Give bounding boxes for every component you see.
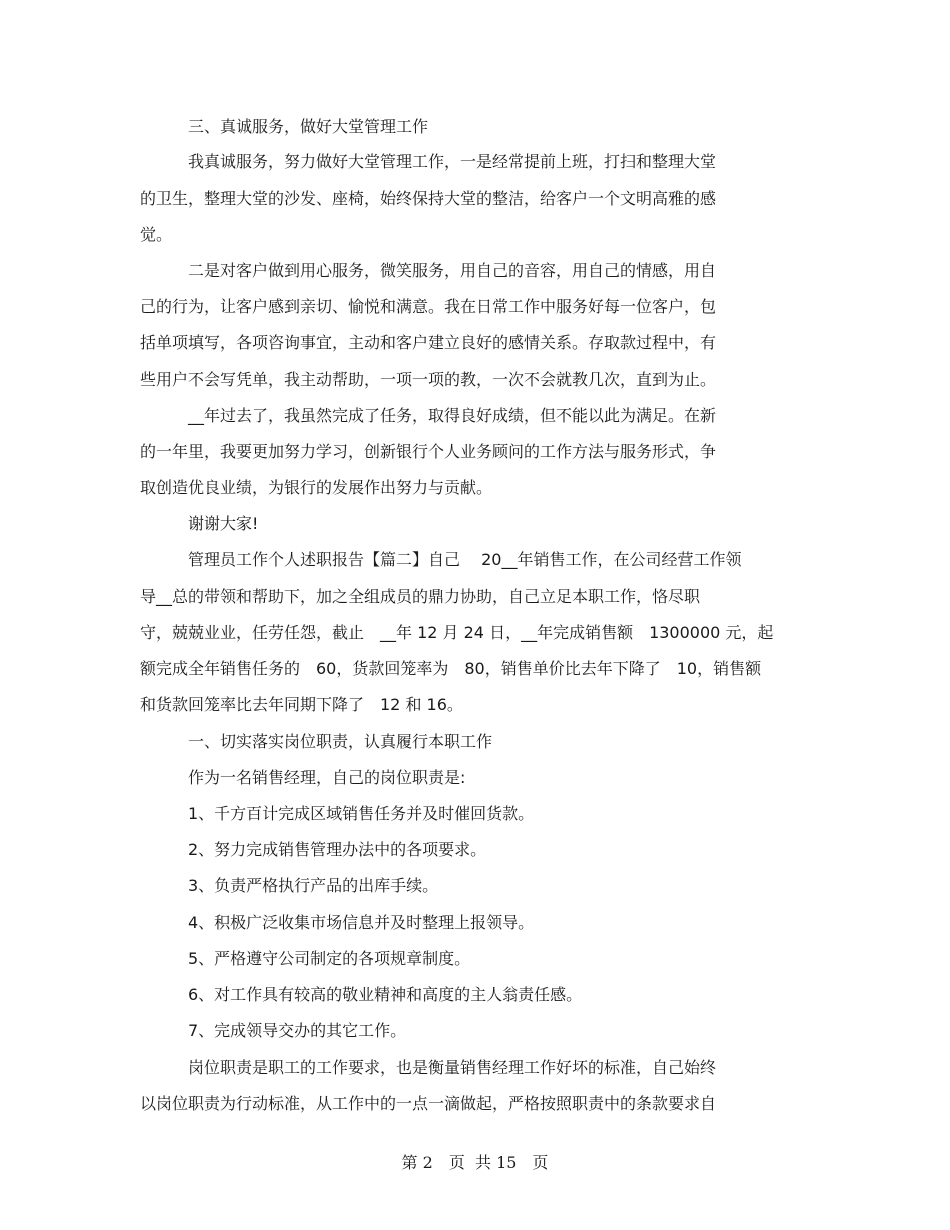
list-item: 4、积极广泛收集市场信息并及时整理上报领导。 — [188, 913, 535, 932]
paragraph-line: 己的行为，让客户感到亲切、愉悦和满意。我在日常工作中服务好每一位客户，包 — [140, 297, 717, 316]
list-item: 3、负责严格执行产品的出库手续。 — [188, 876, 439, 895]
list-item: 1、千方百计完成区域销售任务并及时催回货款。 — [188, 804, 535, 823]
list-item: 7、完成领导交办的其它工作。 — [188, 1021, 407, 1040]
list-item: 5、严格遵守公司制定的各项规章制度。 — [188, 949, 471, 968]
paragraph-line: 我真诚服务，努力做好大堂管理工作，一是经常提前上班，打扫和整理大堂 — [188, 152, 717, 171]
paragraph-line: 的一年里，我要更加努力学习，创新银行个人业务顾问的工作方法与服务形式，争 — [140, 442, 717, 461]
closing-thanks: 谢谢大家! — [188, 514, 259, 533]
list-item: 2、努力完成销售管理办法中的各项要求。 — [188, 840, 487, 859]
paragraph-line: 觉。 — [140, 225, 173, 244]
paragraph-line: 管理员工作个人述职报告【篇二】自己 20__年销售工作，在公司经营工作领 — [188, 550, 742, 569]
paragraph-line: __年过去了，我虽然完成了任务，取得良好成绩，但不能以此为满足。在新 — [188, 406, 717, 425]
paragraph-line: 以岗位职责为行动标准，从工作中的一点一滴做起，严格按照职责中的条款要求自 — [140, 1094, 717, 1113]
page-number-footer: 第 2 页 共 15 页 — [401, 1153, 549, 1172]
section-heading-3: 三、真诚服务，做好大堂管理工作 — [188, 117, 429, 136]
paragraph-line: 导__总的带领和帮助下，加之全组成员的鼎力协助，自己立足本职工作，恪尽职 — [140, 587, 701, 606]
paragraph-line: 些用户不会写凭单，我主动帮助，一项一项的教，一次不会就教几次，直到为止。 — [140, 370, 717, 389]
paragraph-line: 二是对客户做到用心服务，微笑服务，用自己的音容，用自己的情感，用自 — [188, 261, 717, 280]
paragraph-line: 取创造优良业绩，为银行的发展作出努力与贡献。 — [140, 478, 493, 497]
paragraph-line: 岗位职责是职工的工作要求，也是衡量销售经理工作好坏的标准，自己始终 — [188, 1058, 717, 1077]
paragraph-line: 的卫生，整理大堂的沙发、座椅，始终保持大堂的整洁，给客户一个文明高雅的感 — [140, 189, 717, 208]
paragraph-line: 作为一名销售经理，自己的岗位职责是: — [188, 768, 466, 787]
section-heading-1: 一、切实落实岗位职责，认真履行本职工作 — [188, 732, 493, 751]
paragraph-line: 括单项填写，各项咨询事宜，主动和客户建立良好的感情关系。存取款过程中，有 — [140, 333, 717, 352]
paragraph-line: 和货款回笼率比去年同期下降了 12 和 16。 — [140, 695, 463, 714]
paragraph-line: 额完成全年销售任务的 60，货款回笼率为 80，销售单价比去年下降了 10，销售额 — [140, 659, 762, 678]
paragraph-line: 守，兢兢业业，任劳任怨，截止 __年 12 月 24 日，__年完成销售额 1300000 元，起 — [140, 623, 774, 642]
list-item: 6、对工作具有较高的敬业精神和高度的主人翁责任感。 — [188, 985, 583, 1004]
